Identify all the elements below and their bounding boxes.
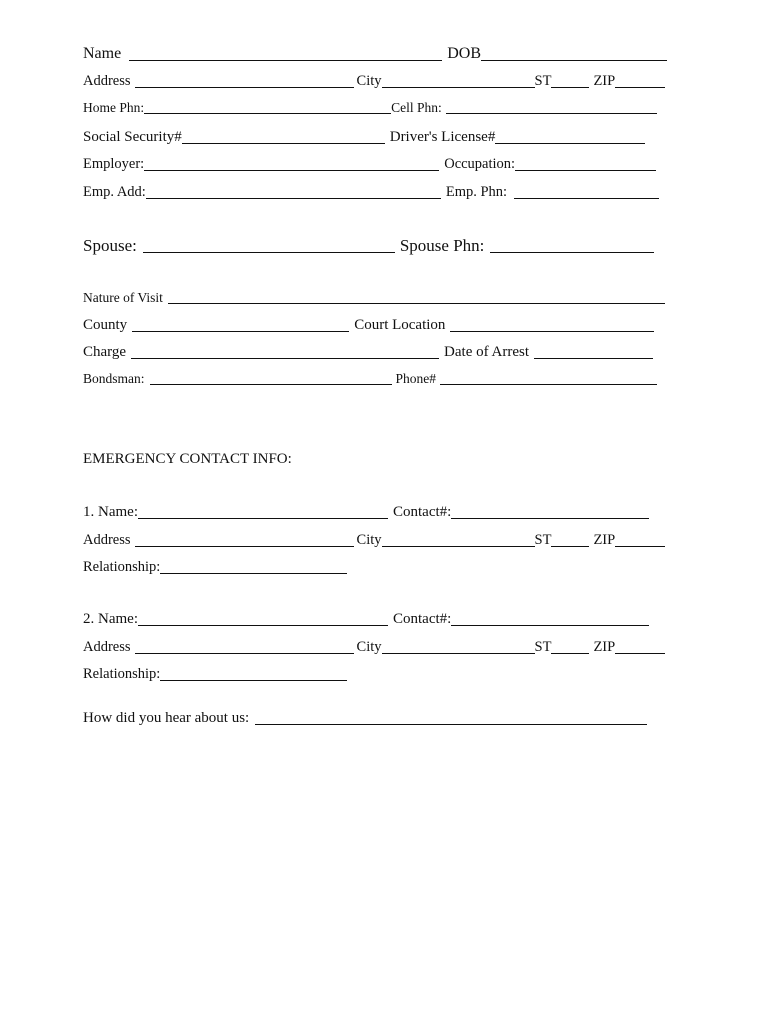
county-label: County xyxy=(83,317,128,333)
bondsman-phone-field[interactable] xyxy=(440,384,657,385)
nature-row xyxy=(83,291,677,305)
occupation-field[interactable] xyxy=(515,170,656,171)
referral-field[interactable] xyxy=(255,724,647,725)
emergency-heading: EMERGENCY CONTACT INFO: xyxy=(83,451,292,467)
contact-2-address-field[interactable] xyxy=(135,653,354,654)
nature-label: Nature of Visit xyxy=(83,290,163,305)
contact-1-city-label: City xyxy=(356,532,382,548)
contact-1-relationship-row xyxy=(83,560,677,575)
contact-2-address-row xyxy=(83,640,677,655)
contact-2-name-label: 2. Name: xyxy=(83,611,138,627)
spouse-phone-field[interactable] xyxy=(490,252,654,253)
home-phone-field[interactable] xyxy=(144,113,391,114)
contact-2-st-label: ST xyxy=(534,639,552,655)
contact-1-address-field[interactable] xyxy=(135,546,354,547)
address-label: Address xyxy=(83,73,131,89)
home-phone-label: Home Phn: xyxy=(83,100,145,115)
bondsman-row xyxy=(83,372,677,386)
dob-label: DOB xyxy=(447,45,481,62)
spouse-row xyxy=(83,237,677,254)
zip-label: ZIP xyxy=(593,73,616,89)
arrest-field[interactable] xyxy=(534,358,653,359)
contact-1-address-label: Address xyxy=(83,532,131,548)
emp-address-label: Emp. Add: xyxy=(83,184,146,200)
bondsman-phone-label: Phone# xyxy=(395,371,437,386)
arrest-label: Date of Arrest xyxy=(444,344,530,360)
cell-phone-field[interactable] xyxy=(446,113,657,114)
dob-field[interactable] xyxy=(481,60,667,61)
st-field[interactable] xyxy=(551,87,589,88)
contact-1-name-row xyxy=(83,505,677,520)
ssn-field[interactable] xyxy=(182,143,385,144)
contact-1-st-label: ST xyxy=(534,532,552,548)
charge-label: Charge xyxy=(83,344,127,360)
spouse-phone-label: Spouse Phn: xyxy=(399,236,485,255)
occupation-label: Occupation: xyxy=(444,156,516,172)
contact-1-relationship-label: Relationship: xyxy=(83,559,161,575)
contact-2-zip-label: ZIP xyxy=(593,639,616,655)
spouse-label: Spouse: xyxy=(83,236,137,255)
referral-row xyxy=(83,711,677,726)
employer-field[interactable] xyxy=(144,170,439,171)
bondsman-field[interactable] xyxy=(150,384,392,385)
st-label: ST xyxy=(534,73,552,89)
name-label: Name xyxy=(83,45,122,62)
contact-2-name-row xyxy=(83,612,677,627)
charge-field[interactable] xyxy=(131,358,439,359)
name-field[interactable] xyxy=(129,60,442,61)
charge-row xyxy=(83,345,677,360)
contact-2-number-label: Contact#: xyxy=(392,611,452,627)
contact-1-relationship-field[interactable] xyxy=(160,573,347,574)
contact-2-city-label: City xyxy=(356,639,382,655)
county-field[interactable] xyxy=(132,331,349,332)
employer-label: Employer: xyxy=(83,156,145,172)
contact-1-name-field[interactable] xyxy=(138,518,388,519)
phone-row xyxy=(83,101,677,115)
contact-1-address-row xyxy=(83,533,677,548)
contact-2-relationship-row xyxy=(83,667,677,682)
contact-2-relationship-label: Relationship: xyxy=(83,666,161,682)
contact-2-city-field[interactable] xyxy=(382,653,535,654)
name-dob-row xyxy=(83,46,677,62)
contact-2-zip-field[interactable] xyxy=(615,653,665,654)
referral-label: How did you hear about us: xyxy=(83,710,250,726)
contact-2-name-field[interactable] xyxy=(138,625,388,626)
contact-1-zip-label: ZIP xyxy=(593,532,616,548)
contact-1-number-label: Contact#: xyxy=(392,504,452,520)
emp-address-field[interactable] xyxy=(146,198,441,199)
spouse-field[interactable] xyxy=(143,252,395,253)
contact-1-name-label: 1. Name: xyxy=(83,504,138,520)
dl-field[interactable] xyxy=(495,143,645,144)
contact-1-zip-field[interactable] xyxy=(615,546,665,547)
ssn-label: Social Security# xyxy=(83,129,182,145)
court-label: Court Location xyxy=(354,317,446,333)
contact-1-st-field[interactable] xyxy=(551,546,589,547)
city-label: City xyxy=(356,73,382,89)
emp-phone-field[interactable] xyxy=(514,198,659,199)
contact-1-city-field[interactable] xyxy=(382,546,535,547)
city-field[interactable] xyxy=(382,87,535,88)
bondsman-label: Bondsman: xyxy=(83,371,145,386)
employer-row xyxy=(83,157,677,172)
nature-field[interactable] xyxy=(168,303,665,304)
contact-2-number-field[interactable] xyxy=(451,625,649,626)
ssn-dl-row xyxy=(83,130,677,145)
contact-1-number-field[interactable] xyxy=(451,518,649,519)
emp-address-row xyxy=(83,185,677,200)
county-row xyxy=(83,318,677,333)
emp-phone-label: Emp. Phn: xyxy=(445,184,508,200)
contact-2-st-field[interactable] xyxy=(551,653,589,654)
cell-phone-label: Cell Phn: xyxy=(391,100,442,115)
zip-field[interactable] xyxy=(615,87,665,88)
dl-label: Driver's License# xyxy=(389,129,496,145)
address-row xyxy=(83,74,677,89)
court-field[interactable] xyxy=(450,331,654,332)
contact-2-relationship-field[interactable] xyxy=(160,680,347,681)
contact-2-address-label: Address xyxy=(83,639,131,655)
address-field[interactable] xyxy=(135,87,354,88)
